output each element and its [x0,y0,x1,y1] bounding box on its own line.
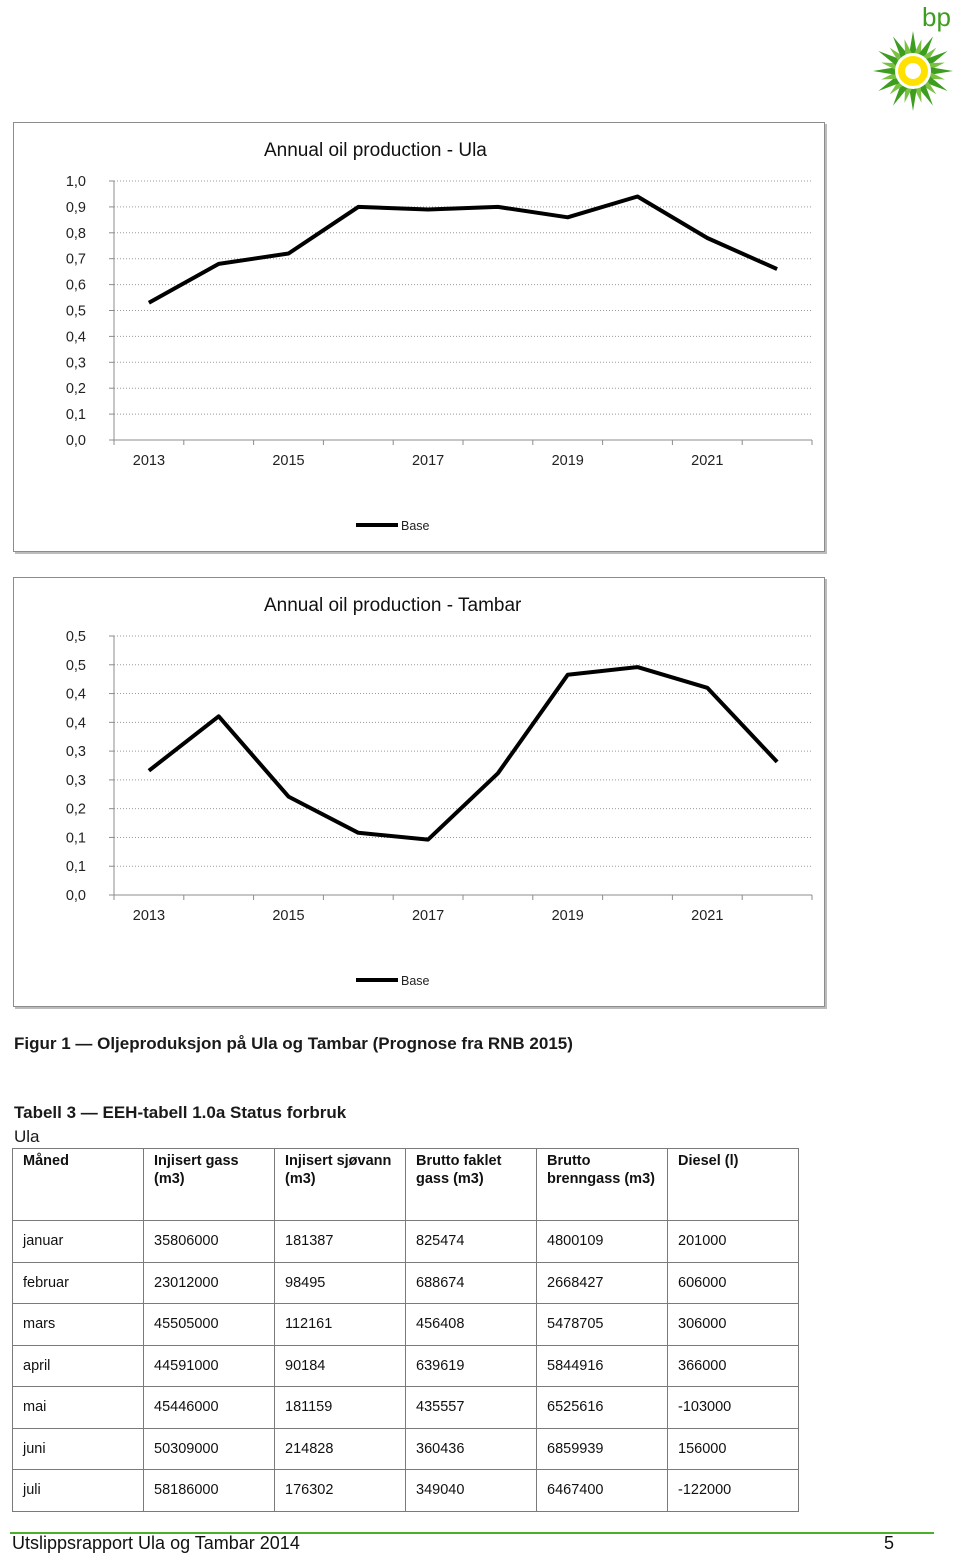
header-flared-gas: Brutto faklet gass (m3) [406,1149,537,1221]
bp-logo [866,0,960,115]
chart-title: Annual oil production - Ula [264,140,487,161]
header-fuel-gas: Brutto brenngass (m3) [537,1149,668,1221]
cell-value: 2668427 [537,1262,668,1304]
y-tick-label: 0,3 [65,744,86,761]
y-tick-label: 0,4 [65,715,86,732]
x-tick-label: 2013 [132,453,166,469]
y-tick-label: 0,1 [65,859,86,876]
legend-label: Base [401,974,430,988]
y-tick-label: 0,1 [65,830,86,847]
consumption-table [12,1148,799,1512]
cell-value: -122000 [668,1470,799,1512]
table-row [13,1387,799,1429]
header-month: Måned [13,1149,144,1221]
y-tick-label: 0,4 [65,686,86,703]
figure-caption: Figur 1 — Oljeproduksjon på Ula og Tambar (Prognose fra RNB 2015) [14,1034,573,1053]
x-tick-label: 2015 [272,908,305,924]
cell-month: mars [13,1304,144,1346]
cell-value: 306000 [668,1304,799,1346]
cell-value: 58186000 [144,1470,275,1512]
helios-core [905,63,921,79]
table-row [13,1345,799,1387]
cell-value: 435557 [406,1387,537,1429]
chart-ula-svg [14,123,824,551]
cell-value: 45505000 [144,1304,275,1346]
x-tick-label: 2021 [691,453,724,469]
y-tick-label: 0,1 [65,407,86,424]
y-tick-label: 0,0 [65,433,86,449]
y-tick-label: 0,7 [65,251,86,268]
y-tick-label: 0,3 [65,772,86,789]
cell-value: 639619 [406,1345,537,1387]
cell-value: 6525616 [537,1387,668,1429]
cell-month: juni [13,1428,144,1470]
x-tick-label: 2017 [411,453,445,469]
table-header-row [13,1149,799,1221]
bp-helios-icon [866,0,960,115]
cell-value: 90184 [275,1345,406,1387]
cell-value: 6467400 [537,1470,668,1512]
cell-value: 6859939 [537,1428,668,1470]
x-tick-label: 2019 [551,908,584,924]
chart-title: Annual oil production - Tambar [264,595,522,616]
y-tick-label: 0,5 [65,629,86,645]
page-number: 5 [884,1533,895,1553]
y-tick-label: 1,0 [65,174,86,190]
chart-ula [13,122,825,552]
series-line-base [149,667,777,840]
cell-value: 825474 [406,1221,537,1263]
cell-value: 98495 [275,1262,406,1304]
cell-value: 214828 [275,1428,406,1470]
series-line-base [149,197,777,303]
y-tick-label: 0,0 [65,888,86,904]
cell-value: 688674 [406,1262,537,1304]
cell-value: 366000 [668,1345,799,1387]
table-row [13,1470,799,1512]
cell-value: 23012000 [144,1262,275,1304]
cell-value: 5478705 [537,1304,668,1346]
y-tick-label: 0,2 [65,381,86,398]
bp-logo-text: bp [922,2,951,32]
header-injected-seawater: Injisert sjøvann (m3) [275,1149,406,1221]
cell-month: mai [13,1387,144,1429]
header-injected-gas: Injisert gass (m3) [144,1149,275,1221]
cell-value: 4800109 [537,1221,668,1263]
y-tick-label: 0,6 [65,277,86,294]
x-tick-label: 2017 [411,908,445,924]
cell-value: 181387 [275,1221,406,1263]
cell-value: 349040 [406,1470,537,1512]
cell-value: 360436 [406,1428,537,1470]
cell-month: juli [13,1470,144,1512]
chart-tambar [13,577,825,1007]
table-row [13,1304,799,1346]
cell-value: 176302 [275,1470,406,1512]
y-tick-label: 0,2 [65,801,86,818]
cell-value: 156000 [668,1428,799,1470]
y-tick-label: 0,9 [65,199,86,216]
table-title: Tabell 3 — EEH-tabell 1.0a Status forbruk [14,1103,347,1122]
footer-title: Utslippsrapport Ula og Tambar 2014 [12,1533,300,1553]
cell-value: 112161 [275,1304,406,1346]
cell-value: 35806000 [144,1221,275,1263]
legend-label: Base [401,519,430,533]
y-tick-label: 0,8 [65,225,86,242]
chart-tambar-svg [14,578,824,1006]
x-tick-label: 2019 [551,453,584,469]
cell-value: 5844916 [537,1345,668,1387]
x-tick-label: 2013 [132,908,166,924]
table-row [13,1262,799,1304]
y-tick-label: 0,3 [65,355,86,372]
table-row [13,1221,799,1263]
header-diesel: Diesel (l) [668,1149,799,1221]
cell-value: 45446000 [144,1387,275,1429]
table-subtitle: Ula [14,1127,40,1146]
cell-value: 44591000 [144,1345,275,1387]
x-tick-label: 2015 [272,453,305,469]
table-row [13,1428,799,1470]
y-tick-label: 0,4 [65,329,86,346]
cell-value: -103000 [668,1387,799,1429]
y-tick-label: 0,5 [65,657,86,674]
cell-value: 606000 [668,1262,799,1304]
cell-value: 201000 [668,1221,799,1263]
cell-value: 456408 [406,1304,537,1346]
cell-value: 50309000 [144,1428,275,1470]
y-tick-label: 0,5 [65,303,86,320]
cell-month: februar [13,1262,144,1304]
cell-value: 181159 [275,1387,406,1429]
cell-month: april [13,1345,144,1387]
cell-month: januar [13,1221,144,1263]
x-tick-label: 2021 [691,908,724,924]
